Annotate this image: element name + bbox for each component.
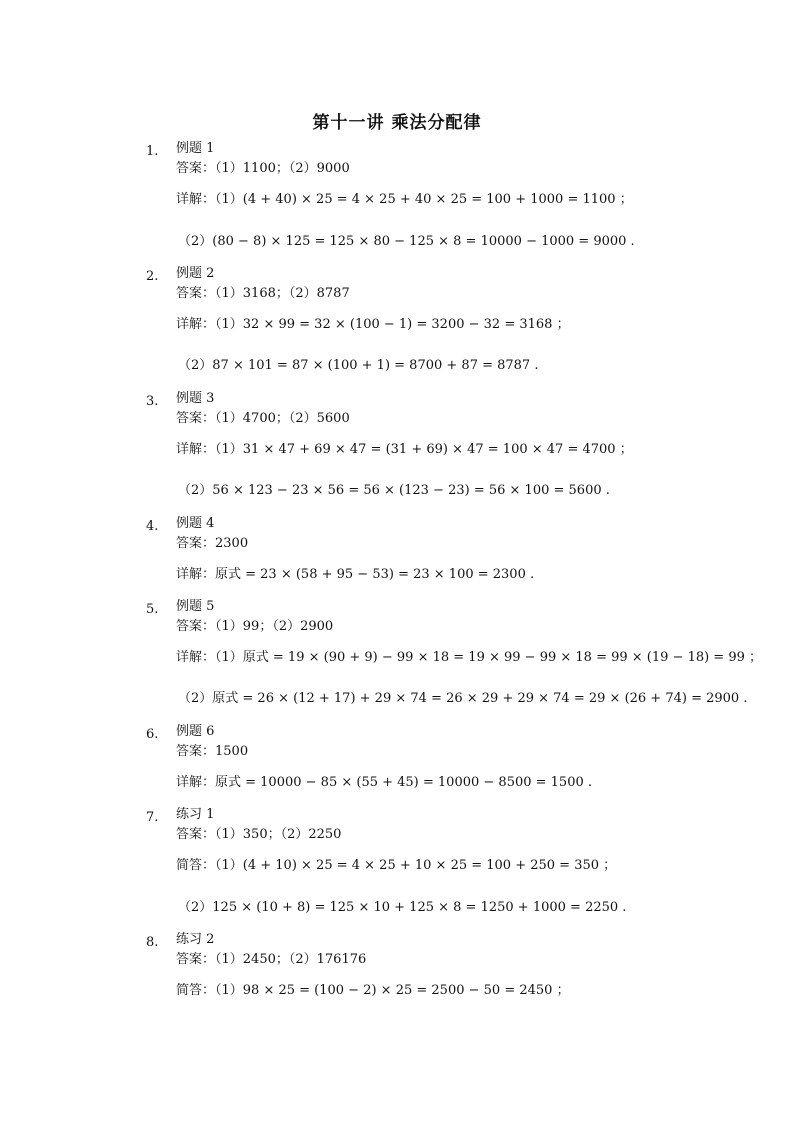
item-answer: 答案：（1）4700；（2）5600	[176, 411, 350, 426]
item-detail: 详解：原式 = 23 × (58 + 95 − 53) = 23 × 100 = 2300 .	[176, 567, 535, 582]
item-detail-part2: （2）87 × 101 = 87 × (100 + 1) = 8700 + 87 = 8787 .	[178, 358, 539, 373]
item-label: 练习 2	[176, 932, 215, 947]
item-detail: 详解：原式 = 10000 − 85 × (55 + 45) = 10000 − 8500 = 1500 .	[176, 775, 593, 790]
item-detail: 简答：（1）98 × 25 = (100 − 2) × 25 = 2500 − 50 = 2450 ；	[176, 983, 570, 998]
item-number: 1.	[146, 144, 159, 159]
item-detail-part2: （2）(80 − 8) × 125 = 125 × 80 − 125 × 8 = 10000 − 1000 = 9000 .	[178, 234, 635, 249]
item-label: 例题 2	[176, 266, 215, 281]
page-title: 第十一讲 乘法分配律	[312, 113, 482, 133]
item-detail-part2: （2）56 × 123 − 23 × 56 = 56 × (123 − 23) = 56 × 100 = 5600 .	[178, 483, 610, 498]
item-number: 2.	[146, 269, 159, 284]
item-detail: 详解：（1）原式 = 19 × (90 + 9) − 99 × 18 = 19 × 99 − 99 × 18 = 99 × (19 − 18) = 99 ；	[176, 650, 763, 665]
item-detail: 简答：（1）(4 + 10) × 25 = 4 × 25 + 10 × 25 = 100 + 250 = 350 ；	[176, 858, 617, 873]
item-number: 8.	[146, 935, 159, 950]
item-label: 练习 1	[176, 807, 215, 822]
item-number: 4.	[146, 519, 159, 534]
item-number: 5.	[146, 602, 159, 617]
item-answer: 答案：（1）1100；（2）9000	[176, 161, 350, 176]
item-answer: 答案：2300	[176, 536, 249, 551]
item-number: 6.	[146, 727, 159, 742]
item-detail: 详解：（1）32 × 99 = 32 × (100 − 1) = 3200 − 32 = 3168 ；	[176, 317, 570, 332]
item-answer: 答案：1500	[176, 744, 249, 759]
item-detail-part2: （2）原式 = 26 × (12 + 17) + 29 × 74 = 26 × 29 + 29 × 74 = 29 × (26 + 74) = 2900 .	[178, 691, 748, 706]
item-number: 3.	[146, 394, 159, 409]
item-answer: 答案：（1）99；（2）2900	[176, 619, 334, 634]
item-label: 例题 4	[176, 516, 215, 531]
item-answer: 答案：（1）3168；（2）8787	[176, 286, 350, 301]
item-answer: 答案：（1）350；（2）2250	[176, 827, 342, 842]
item-answer: 答案：（1）2450；（2）176176	[176, 952, 367, 967]
item-detail-part2: （2）125 × (10 + 8) = 125 × 10 + 125 × 8 = 1250 + 1000 = 2250 .	[178, 900, 627, 915]
item-label: 例题 6	[176, 724, 215, 739]
item-detail: 详解：（1）(4 + 40) × 25 = 4 × 25 + 40 × 25 = 100 + 1000 = 1100 ；	[176, 192, 633, 207]
item-number: 7.	[146, 810, 159, 825]
item-label: 例题 5	[176, 599, 215, 614]
item-label: 例题 3	[176, 391, 215, 406]
item-detail: 详解：（1）31 × 47 + 69 × 47 = (31 + 69) × 47 = 100 × 47 = 4700 ；	[176, 442, 633, 457]
item-label: 例题 1	[176, 141, 215, 156]
